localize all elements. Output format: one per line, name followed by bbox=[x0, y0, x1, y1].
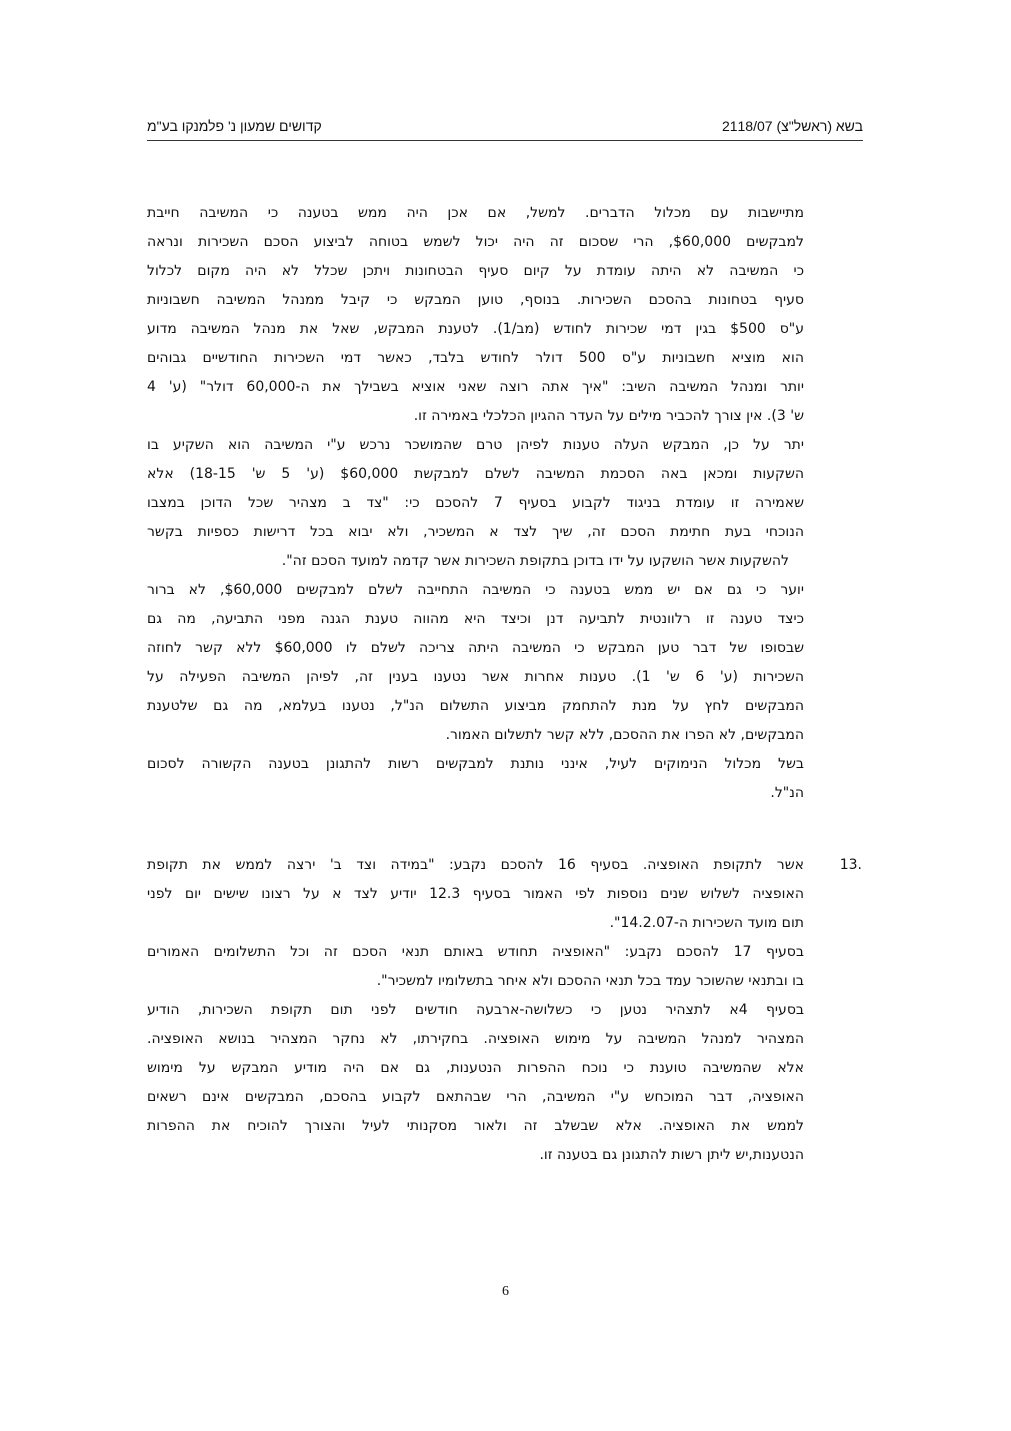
text-line: האופציה לשלוש שנים נוספות לפי האמור בסעיף 12.3 יודיע לצד א על רצונו שישים יום לפני bbox=[147, 886, 804, 902]
text-line: תום מועד השכירות ה-14.2.07". bbox=[609, 915, 804, 931]
text-line: לממש את האופציה. אלא שבשלב זה ולאור מסקנותי לעיל והצורך להוכיח את ההפרות bbox=[147, 1118, 804, 1134]
paragraph-block-3 bbox=[147, 576, 804, 750]
text-line: יתר על כן, המבקש העלה טענות לפיהן טרם שהמושכר נרכש ע"י המשיבה הוא השקיע בו bbox=[147, 437, 804, 453]
page-header bbox=[147, 116, 863, 141]
text-line: המצהיר למנהל המשיבה על מימוש האופציה. בחקירתו, לא נחקר המצהיר בנושא האופציה. bbox=[147, 1031, 804, 1047]
text-line: הנ"ל. bbox=[770, 785, 804, 801]
case-title: קדושים שמעון נ' פלמנקו בע"מ bbox=[147, 118, 322, 134]
text-line: סעיף בטחונות בהסכם השכירות. בנוסף, טוען המבקש כי קיבל ממנהל המשיבה חשבוניות bbox=[147, 292, 804, 308]
text-line: כי המשיבה לא היתה עומדת על קיום סעיף הבטחונות ויתכן שכלל לא היה מקום לכלול bbox=[147, 263, 804, 279]
text-line: המבקשים, לא הפרו את ההסכם, ללא קשר לתשלום האמור. bbox=[445, 727, 804, 743]
page-number: 6 bbox=[502, 1284, 509, 1299]
section-13-paragraph-3 bbox=[147, 996, 804, 1170]
case-number: בשא (ראשל"צ) 2118/07 bbox=[721, 118, 863, 134]
text-line: שאמירה זו עומדת בניגוד לקבוע בסעיף 7 להסכם כי: "צד ב מצהיר שכל הדוכן במצבו bbox=[147, 495, 804, 511]
text-line: הנטענות,יש ליתן רשות להתגונן גם בטענה זו. bbox=[539, 1147, 804, 1163]
paragraph-block-2 bbox=[147, 431, 804, 576]
text-line: המבקשים לחץ על מנת להתחמק מביצוע התשלום הנ"ל, נטענו בעלמא, מה גם שלטענת bbox=[147, 698, 804, 714]
text-line: שבסופו של דבר טען המבקש כי המשיבה היתה צריכה לשלם לו $60,000 ללא קשר לחוזה bbox=[147, 640, 804, 656]
text-line: כיצד טענה זו רלוונטית לתביעה דנן וכיצד היא מהווה טענת הגנה מפני התביעה, מה גם bbox=[147, 611, 804, 627]
text-line: הנוכחי בעת חתימת הסכם זה, שיך לצד א המשכיר, ולא יבוא בכל דרישות כספיות בקשר bbox=[147, 524, 804, 540]
text-line: בשל מכלול הנימוקים לעיל, אינני נותנת למבקשים רשות להתגונן בטענה הקשורה לסכום bbox=[147, 756, 804, 772]
section-13-paragraph-1 bbox=[147, 851, 804, 938]
text-line: הוא מוציא חשבוניות ע"ס 500 דולר לחודש בלבד, כאשר דמי השכירות החודשיים גבוהים bbox=[147, 350, 804, 366]
text-line: השכירות (ע' 6 ש' 1). טענות אחרות אשר נטענו בענין זה, לפיהן המשיבה הפעילה על bbox=[147, 669, 804, 685]
section-13-paragraph-2 bbox=[147, 938, 804, 996]
text-line: אלא שהמשיבה טוענת כי נוכח ההפרות הנטענות, גם אם היה מודיע המבקש על מימוש bbox=[147, 1060, 804, 1076]
text-line: יוער כי גם אם יש ממש בטענה כי המשיבה התחייבה לשלם למבקשים $60,000, לא ברור bbox=[147, 582, 804, 598]
text-line: אשר לתקופת האופציה. בסעיף 16 להסכם נקבע: "במידה וצד ב' ירצה לממש את תקופת bbox=[147, 857, 804, 873]
text-line: האופציה, דבר המוכחש ע"י המשיבה, הרי שבהתאם לקבוע בהסכם, המבקשים אינם רשאים bbox=[147, 1089, 804, 1105]
text-line: ע"ס $500 בגין דמי שכירות לחודש (מב/1). לטענת המבקש, שאל את מנהל המשיבה מדוע bbox=[147, 321, 804, 337]
text-line: יותר ומנהל המשיבה השיב: "איך אתה רוצה שאני אוציא בשבילך את ה-60,000 דולר" (ע' 4 bbox=[147, 379, 804, 395]
paragraph-block-1 bbox=[147, 199, 804, 431]
text-line: בו ובתנאי שהשוכר עמד בכל תנאי ההסכם ולא איחר בתשלומיו למשכיר". bbox=[376, 973, 804, 989]
text-line: מתיישבות עם מכלול הדברים. למשל, אם אכן היה ממש בטענה כי המשיבה חייבת bbox=[147, 205, 804, 221]
text-line: בסעיף 17 להסכם נקבע: "האופציה תחודש באותם תנאי הסכם זה וכל התשלומים האמורים bbox=[147, 944, 804, 960]
text-line: להשקעות אשר הושקעו על ידו בדוכן בתקופת השכירות אשר קדמה למועד הסכם זה". bbox=[281, 553, 789, 569]
text-line: ש' 3). אין צורך להכביר מילים על העדר ההגיון הכלכלי באמירה זו. bbox=[413, 408, 804, 424]
text-line: בסעיף 4א לתצהיר נטען כי כשלושה-ארבעה חודשים לפני תום תקופת השכירות, הודיע bbox=[147, 1002, 804, 1018]
paragraph-block-4 bbox=[147, 750, 804, 808]
text-line: השקעות ומכאן באה הסכמת המשיבה לשלם למבקשת $60,000 (ע' 5 ש' 18-15) אלא bbox=[147, 466, 804, 482]
section-number: 13. bbox=[839, 857, 862, 873]
text-line: למבקשים $60,000, הרי שסכום זה היה יכול לשמש בטוחה לביצוע הסכם השכירות ונראה bbox=[147, 234, 804, 250]
